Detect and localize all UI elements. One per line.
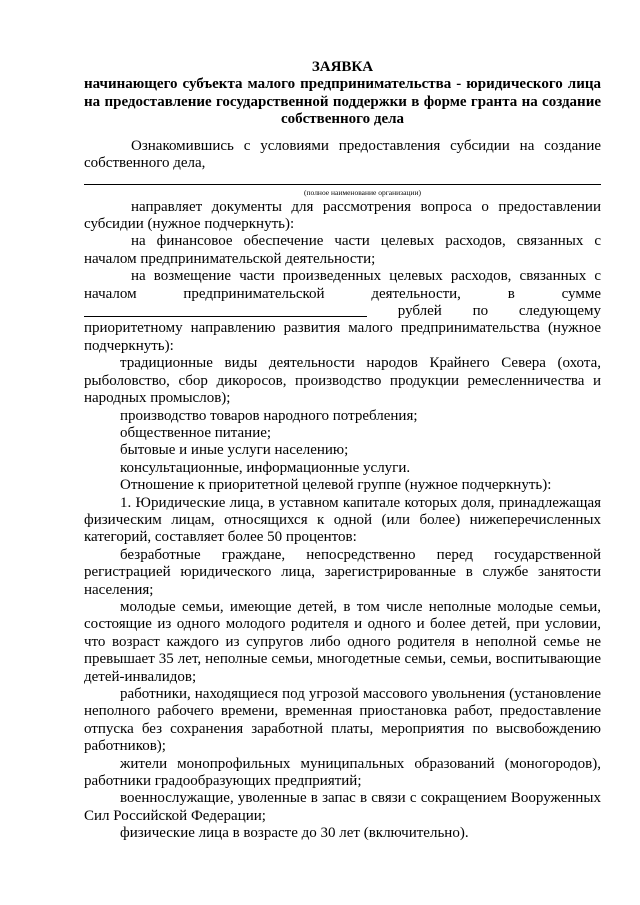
reimbursement-text-before-amount: на возмещение части произведенных целевых расходов, связанных с началом предпринимательской деятельности, в сумме <box>84 268 601 302</box>
support-option-reimbursement <box>84 268 601 355</box>
org-name-field <box>84 172 601 198</box>
priority-direction-traditional: традиционные виды деятельности народов Крайнего Севера (охота, рыболовство, сбор дикоросов, производство продукции ремесленничества и народных промыслов); <box>84 355 601 407</box>
org-name-line <box>84 184 601 185</box>
target-category-monotown-residents: жители монопрофильных муниципальных образований (моногородов), работники градообразующих предприятий; <box>84 755 601 790</box>
target-category-young-families: молодые семьи, имеющие детей, в том числе неполные молодые семьи, состоящие из одного молодого родителя и одного и более детей, при условии, что возраст каждого из супругов либо одного родителя в неполной семье не превышает 35 лет, неполные семьи, многодетные семьи, семьи, воспитывающие детей-инвалидов; <box>84 598 601 685</box>
target-category-youth: физические лица в возрасте до 30 лет (включительно). <box>120 825 469 842</box>
support-request-paragraph: направляет документы для рассмотрения вопроса о предоставлении субсидии (нужное подчеркнуть): <box>84 198 601 233</box>
priority-direction-catering: общественное питание; <box>120 424 272 441</box>
document-body <box>84 59 601 843</box>
document-title: ЗАЯВКА <box>311 59 374 75</box>
support-option-financing: на финансовое обеспечение части целевых расходов, связанных с началом предпринимательской деятельности; <box>84 233 601 267</box>
target-group-legal-entities: 1. Юридические лица, в уставном капитале которых доля, принадлежащая физическим лицам, относящихся к одной (или более) нижеперечисленных категорий, составляет более 50 процентов: <box>84 494 601 546</box>
target-category-unemployed: безработные граждане, непосредственно перед государственной регистрацией юридического лица, зарегистрированные в службе занятости населения; <box>84 546 601 598</box>
document-subtitle: начинающего субъекта малого предпринимательства - юридического лица на предоставление государственной поддержки в форме гранта на создание собственного дела <box>84 76 601 128</box>
target-category-military: военнослужащие, уволенные в запас в связи с сокращением Вооруженных Сил Российской Федерации; <box>84 790 601 824</box>
priority-direction-consulting: консультационные, информационные услуги. <box>120 459 411 476</box>
intro-paragraph: Ознакомившись с условиями предоставления субсидии на создание собственного дела, <box>84 137 601 172</box>
target-category-workers-at-risk: работники, находящиеся под угрозой массового увольнения (установление неполного рабочего времени, временная приостановка работ, предоставление отпуска без сохранения заработной платы, мероприятия по высвобождению работников); <box>84 686 601 755</box>
org-name-caption: (полное наименование организации) <box>304 188 421 198</box>
priority-direction-services: бытовые и иные услуги населению; <box>120 442 349 459</box>
amount-blank-line <box>84 304 367 317</box>
reimbursement-text-after-amount: рублей по следующему приоритетному направлению развития малого предпринимательства (нужное подчеркнуть): <box>84 303 601 354</box>
target-group-heading: Отношение к приоритетной целевой группе (нужное подчеркнуть): <box>120 477 552 494</box>
priority-direction-consumer-goods: производство товаров народного потребления; <box>120 407 418 424</box>
